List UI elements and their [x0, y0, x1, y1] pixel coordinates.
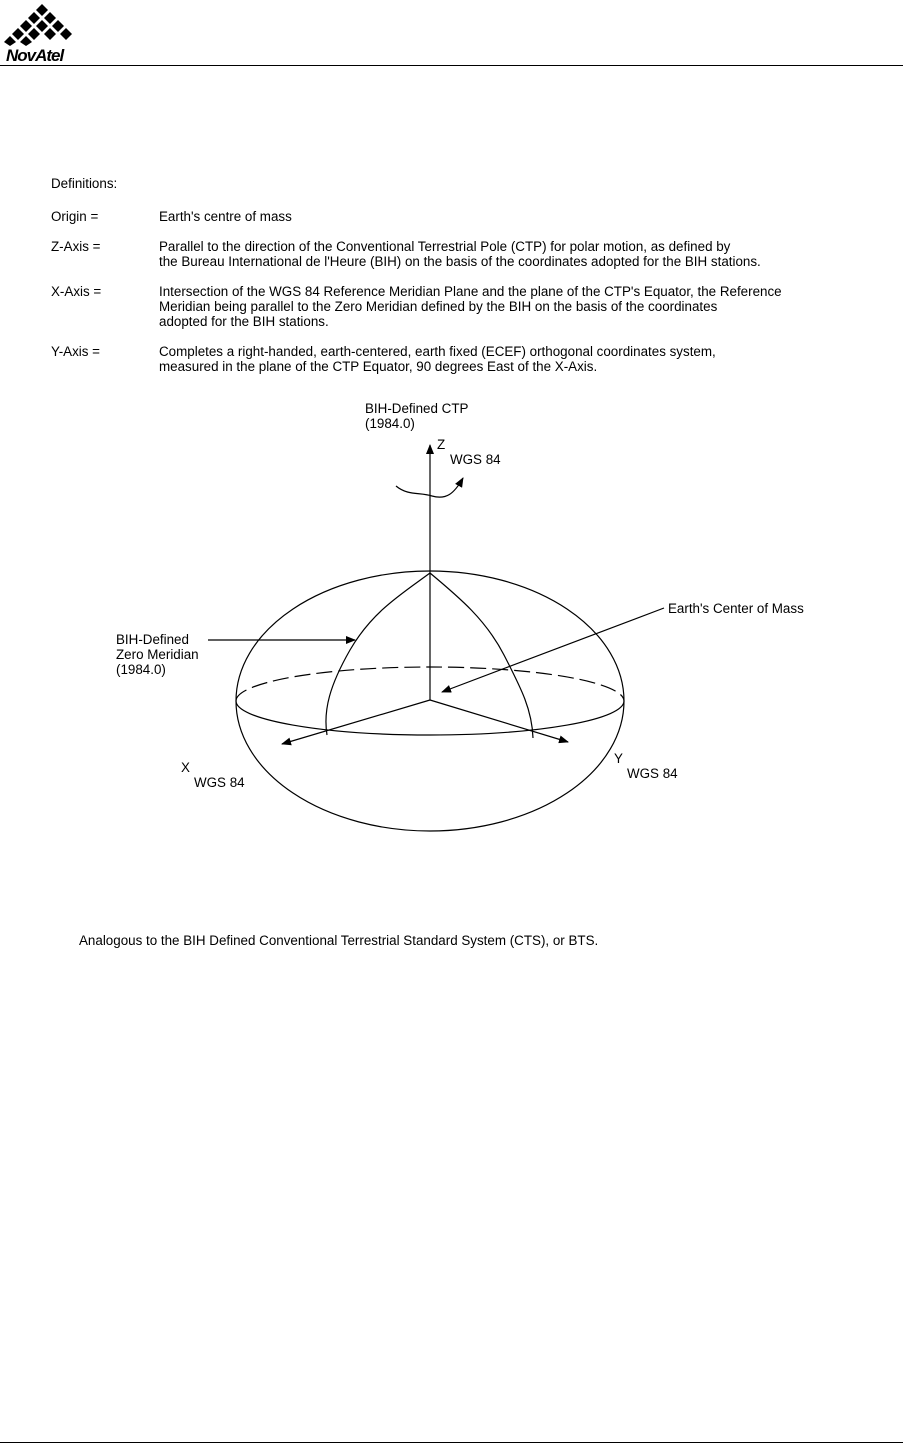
definition-term: Z-Axis = [51, 239, 101, 254]
footer-rule [0, 1442, 903, 1443]
definition-line: Earth's centre of mass [159, 209, 292, 224]
definition-term: Origin = [51, 209, 99, 224]
equator-front [236, 701, 624, 735]
y-axis-sublabel: WGS 84 [627, 766, 678, 781]
y-axis-line [430, 700, 568, 742]
z-axis-sublabel: WGS 84 [450, 452, 501, 467]
x-axis-sublabel: WGS 84 [194, 775, 245, 790]
z-axis-label: Z [437, 437, 446, 452]
meridian-label-line2: Zero Meridian [116, 647, 199, 662]
definition-line: the Bureau International de l'Heure (BIH) on the basis of the coordinates adopted for the BIH stations. [159, 254, 761, 269]
definition-term: Y-Axis = [51, 344, 100, 359]
definition-line: adopted for the BIH stations. [159, 314, 329, 329]
zero-meridian [326, 573, 430, 735]
center-of-mass-label: Earth's Center of Mass [668, 601, 804, 616]
definition-term: X-Axis = [51, 284, 102, 299]
ctp-label-line1: BIH-Defined CTP [365, 401, 469, 416]
definition-line: measured in the plane of the CTP Equator, 90 degrees East of the X-Axis. [159, 359, 598, 374]
definitions-heading: Definitions: [51, 176, 118, 191]
definition-line: Meridian being parallel to the Zero Meridian defined by the BIH on the basis of the coordinates [159, 299, 718, 314]
logo-wordmark: NovAtel [6, 46, 64, 65]
x-axis-label: X [181, 760, 190, 775]
definition-line: Completes a right-handed, earth-centered, earth fixed (ECEF) orthogonal coordinates system, [159, 344, 716, 359]
y-axis-label: Y [614, 751, 623, 766]
center-of-mass-pointer [442, 608, 664, 692]
meridian-label-line3: (1984.0) [116, 662, 166, 677]
x-axis-line [282, 700, 430, 744]
meridian-90 [430, 573, 533, 738]
meridian-label-line1: BIH-Defined [116, 632, 189, 647]
definition-line: Parallel to the direction of the Conventional Terrestrial Pole (CTP) for polar motion, as defined by [159, 239, 731, 254]
ctp-label-line2: (1984.0) [365, 416, 415, 431]
footnote: Analogous to the BIH Defined Conventional Terrestrial Standard System (CTS), or BTS. [79, 933, 599, 948]
definition-line: Intersection of the WGS 84 Reference Meridian Plane and the plane of the CTP's Equator, the Reference [159, 284, 782, 299]
